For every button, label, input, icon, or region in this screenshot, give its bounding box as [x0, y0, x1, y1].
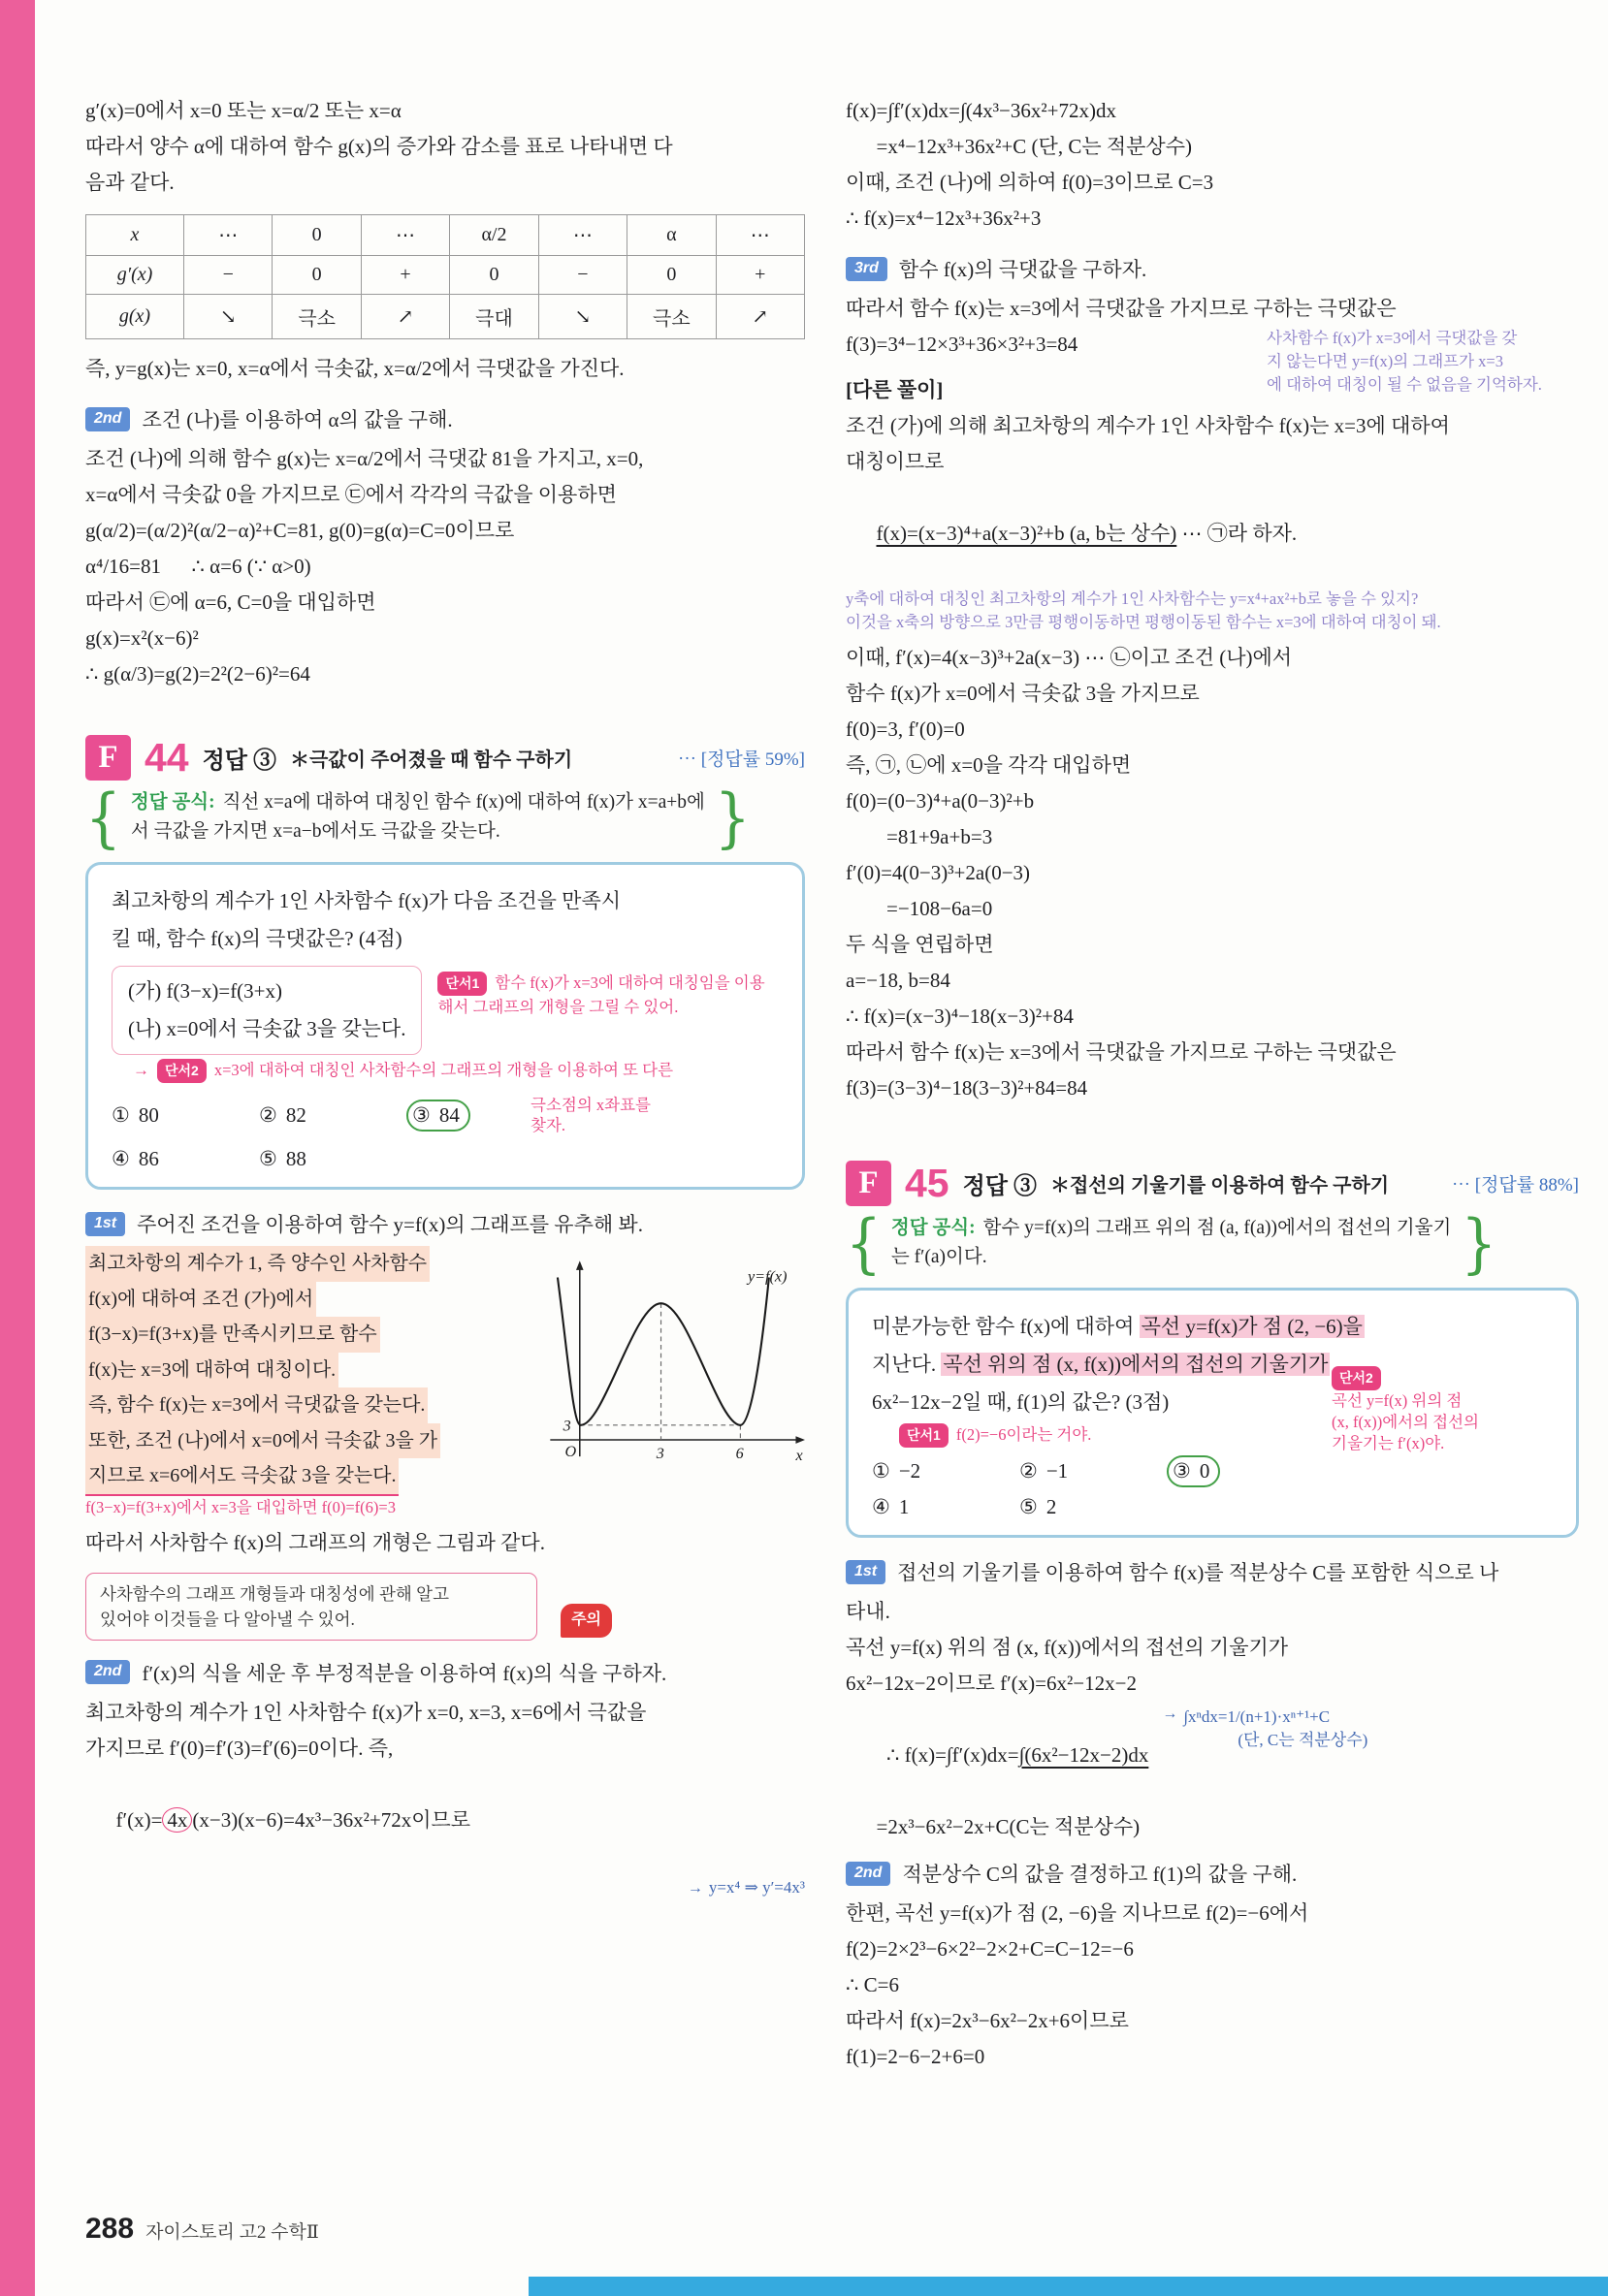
formula-label: 정답 공식:: [890, 1218, 976, 1238]
equation-part: f′(x)=: [115, 1807, 163, 1832]
solution-text-line: =x⁴−12x³+36x²+C (단, C는 적분상수): [846, 135, 1193, 158]
solution-text-line: 따라서 ㉢에 α=6, C=0을 대입하면: [85, 590, 376, 614]
equation-part: (x−3)(x−6)=4x³−36x²+72x이므로: [192, 1807, 471, 1832]
step-1-heading: [846, 1557, 1579, 1586]
formula-line: 함수 y=f(x)의 그래프 위의 점 (a, f(a))에서의 접선의 기울기: [982, 1218, 1452, 1238]
solution-text-line: f(3)=(3−3)⁴−18(3−3)²+84=84: [846, 1076, 1088, 1100]
integral-line-with-note: [846, 1702, 1579, 1809]
increase-decrease-table: [85, 214, 805, 339]
solution-text-line: f(1)=2−6−2+6=0: [846, 2045, 985, 2068]
step-badge: 2nd: [846, 1862, 890, 1886]
solution-text-line: ∴ f(x)=(x−3)⁴−18(x−3)²+84: [846, 1004, 1074, 1028]
text-line: 따라서 사차함수 f(x)의 그래프의 개형은 그림과 같다.: [85, 1530, 545, 1554]
highlight-line: f(x)는 x=3에 대하여 대칭이다.: [85, 1353, 338, 1388]
solution-text-line: f′(0)=4(0−3)³+2a(0−3): [846, 861, 1031, 884]
highlighted-explanation: [85, 1246, 524, 1519]
solution-text-line: 한편, 곡선 y=f(x)가 점 (2, −6)을 지나므로 f(2)=−6에서: [846, 1901, 1309, 1925]
answer-options-row-2: [112, 1147, 779, 1171]
clue-text: 찾자.: [531, 1116, 566, 1134]
solution-text-line: ∴ g(α/3)=g(2)=2²(2−6)²=64: [85, 662, 310, 686]
solution-text-line: 가지므로 f′(0)=f′(3)=f′(6)=0이다. 즉,: [85, 1736, 394, 1760]
answer-circle: [406, 1100, 470, 1132]
book-title: 자이스토리 고2 수학Ⅱ: [145, 2222, 319, 2243]
alternative-solution-title: [다른 풀이]: [846, 378, 944, 401]
clue-2-tail: [531, 1095, 651, 1135]
brace-left-icon: [85, 788, 121, 846]
table-cell: 0: [450, 256, 538, 295]
solution-text-line: f(2)=2×2³−6×2²−2×2+C=C−12=−6: [846, 1937, 1134, 1961]
derivative-equation-line: [85, 1767, 805, 1874]
answer-options-row-1: [112, 1095, 779, 1135]
answer-option-5: [259, 1147, 406, 1171]
step-badge: 3rd: [846, 257, 887, 281]
solution-text-line: f(x)=∫f′(x)dx=∫(4x³−36x²+72x)dx: [846, 99, 1117, 122]
arrow-icon: [133, 1061, 149, 1079]
table-cell: 0: [273, 256, 361, 295]
integration-rule-note: [1162, 1706, 1367, 1752]
curve-label: y=f(x): [747, 1268, 788, 1286]
brace-right-icon: [715, 788, 751, 846]
solution-text-line: 최고차항의 계수가 1인 사차함수 f(x)가 x=0, x=3, x=6에서 극값을: [85, 1700, 647, 1724]
brace-left-icon: [846, 1214, 882, 1272]
table-cell: g(x): [86, 295, 184, 339]
correct-rate: ⋯ [정답률 88%]: [1451, 1175, 1579, 1196]
bottom-edge-strip: [529, 2277, 1608, 2296]
answer-option-1: [112, 1103, 259, 1128]
step-title-continued: 타내.: [846, 1600, 890, 1623]
answer-option-2: [259, 1103, 406, 1128]
answer-label: 정답: [962, 1174, 1008, 1199]
step-2-heading: [85, 1658, 805, 1687]
option-value: 84: [438, 1102, 460, 1127]
solution-lines: [846, 640, 1579, 1106]
solution-text-line: 따라서 f(x)=2x³−6x²−2x+6이므로: [846, 2009, 1129, 2032]
text-line: 즉, y=g(x)는 x=0, x=α에서 극솟값, x=α/2에서 극댓값을 가진다.: [85, 357, 625, 380]
clue-text: 곡선 y=f(x) 위의 점: [1332, 1391, 1463, 1410]
quartic-graph-figure: [537, 1250, 805, 1479]
clue-1-note: [437, 966, 764, 1019]
underlined-integral: ∫(6x²−12x−2)dx: [1018, 1743, 1149, 1767]
page-footer: [85, 2213, 319, 2246]
answer-label: 정답: [202, 749, 247, 774]
note-line: ∫xⁿdx=1/(n+1)·xⁿ⁺¹+C: [1183, 1707, 1331, 1726]
text-part: 지난다.: [872, 1353, 942, 1376]
option-number: ①: [872, 1459, 890, 1483]
option-number: ⑤: [1019, 1495, 1038, 1518]
note-text: 사차함수의 그래프 개형들과 대칭성에 관해 알고: [100, 1583, 449, 1604]
option-value: 0: [1199, 1459, 1210, 1483]
option-value: 88: [285, 1147, 306, 1170]
solution-text-line: 이때, f′(x)=4(x−3)³+2a(x−3) ⋯ ㉡이고 조건 (나)에서: [846, 646, 1293, 669]
step-title: 함수 f(x)의 극댓값을 구하자.: [898, 258, 1147, 281]
answer-formula-f45: [846, 1214, 1579, 1272]
step-title: 접선의 기울기를 이용하여 함수 f(x)를 적분상수 C를 포함한 식으로 나: [897, 1561, 1499, 1584]
problem-number: 45: [905, 1161, 949, 1205]
note-line: 지 않는다면 y=f(x)의 그래프가 x=3: [1267, 352, 1503, 370]
solution-text-line: =2x³−6x²−2x+C(C는 적분상수): [846, 1815, 1141, 1838]
solution-text-line: 조건 (나)에 의해 함수 g(x)는 x=α/2에서 극댓값 81을 가지고, x=0,: [85, 447, 644, 470]
problem-text-line: 6x²−12x−2일 때, f(1)의 값은? (3점): [872, 1390, 1170, 1414]
clue-text: 해서 그래프의 개형을 그릴 수 있어.: [437, 998, 679, 1016]
step-3-heading: [846, 254, 1579, 283]
table-cell: g′(x): [86, 256, 184, 295]
option-number: ②: [1019, 1459, 1038, 1483]
clue-text: x=3에 대하여 대칭인 사차함수의 그래프의 개형을 이용하여 또 다른: [213, 1061, 674, 1079]
table-cell: α/2: [450, 215, 538, 256]
step-2-heading: [846, 1859, 1579, 1888]
solution-text-line: x=α에서 극솟값 0을 가지므로 ㉢에서 각각의 극값을 이용하면: [85, 483, 617, 506]
solution-text-line: 함수 f(x)가 x=0에서 극솟값 3을 가지므로: [846, 682, 1200, 705]
arrow-icon: [688, 1880, 703, 1897]
highlight-line: 즉, 함수 f(x)는 x=3에서 극댓값을 갖는다.: [85, 1387, 428, 1423]
text-line: 따라서 양수 α에 대하여 함수 g(x)의 증가와 감소를 표로 나타내면 다: [85, 135, 673, 158]
answer-option-1: [872, 1459, 1019, 1483]
table-cell: +: [716, 256, 804, 295]
step-badge: 1st: [85, 1212, 125, 1236]
solution-text-line: f(0)=3, f′(0)=0: [846, 718, 965, 741]
problem-f45-header: [846, 1161, 1579, 1206]
clue-text: 함수 f(x)가 x=3에 대하여 대칭임을 이용: [495, 973, 765, 992]
red-margin-note: f(3−x)=f(3+x)에서 x=3을 대입하면 f(0)=f(6)=3: [85, 1497, 396, 1516]
underlined-formula: f(x)=(x−3)⁴+a(x−3)²+b (a, b는 상수): [876, 522, 1177, 545]
answer-formula-f44: [85, 788, 805, 846]
option-number: ①: [112, 1102, 130, 1127]
math-line: g′(x)=0에서 x=0 또는 x=α/2 또는 x=α: [85, 99, 402, 122]
clue-2-badge: 단서2: [157, 1059, 207, 1083]
purple-margin-note: [1267, 327, 1579, 397]
arrow-icon: [1162, 1706, 1177, 1723]
clue-1-badge: 단서1: [899, 1423, 949, 1448]
solution-text-line: 6x²−12x−2이므로 f′(x)=6x²−12x−2: [846, 1672, 1137, 1695]
solution-lines: [846, 93, 1579, 237]
step-badge: 2nd: [85, 407, 130, 431]
symmetric-form-equation: [846, 480, 1579, 588]
solution-text-line: 곡선 y=f(x) 위의 점 (x, f(x))에서의 접선의 기울기가: [846, 1636, 1289, 1659]
table-row-g: [86, 295, 805, 339]
table-cell: α: [627, 215, 716, 256]
solution-with-graph: [85, 1246, 805, 1519]
table-cell: ⋯: [716, 215, 804, 256]
step-1-heading: [85, 1209, 805, 1238]
option-value: 80: [138, 1102, 159, 1127]
circled-term: 4x: [162, 1807, 192, 1833]
note-line: (단, C는 적분상수): [1238, 1731, 1368, 1749]
table-cell: 극소: [273, 295, 361, 339]
table-cell: ↘: [184, 295, 273, 339]
x-tick-3: 3: [656, 1446, 664, 1463]
problem-text-line: 킬 때, 함수 f(x)의 극댓값은? (4점): [112, 927, 402, 950]
option-number: ③: [1173, 1459, 1191, 1483]
problem-text-line: [872, 1308, 1553, 1346]
correct-rate: ⋯ [정답률 59%]: [677, 749, 805, 770]
result-equation: f(3)=3⁴−12×3³+36×3²+3=84: [846, 333, 1078, 356]
step-title: f′(x)의 식을 세운 후 부정적분을 이용하여 f(x)의 식을 구하자.: [142, 1661, 667, 1685]
table-cell: ↘: [538, 295, 627, 339]
highlight-line-underlined: 지므로 x=6에서도 극솟값 3을 갖는다.: [85, 1458, 399, 1496]
x-tick-6: 6: [735, 1446, 744, 1463]
condition-box: [112, 966, 422, 1055]
table-cell: ⋯: [184, 215, 273, 256]
problem-letter-badge: F: [846, 1161, 891, 1206]
solution-text-line: 두 식을 연립하면: [846, 933, 994, 956]
answer-line: [203, 741, 276, 775]
equation-part: ∴ f(x)=∫f′(x)dx=: [886, 1743, 1019, 1767]
brace-right-icon: [1461, 1214, 1496, 1272]
option-number: ⑤: [259, 1147, 277, 1170]
problem-f45-box: [846, 1288, 1579, 1538]
equation-part: ⋯ ㉠라 하자.: [1176, 522, 1298, 545]
highlighted-phrase: 곡선 위의 점 (x, f(x))에서의 접선의 기울기가: [943, 1353, 1329, 1376]
table-cell: 극대: [450, 295, 538, 339]
clue-text: (x, f(x))에서의 접선의: [1332, 1413, 1479, 1431]
highlighted-phrase: 곡선 y=f(x)가 점 (2, −6)을: [1141, 1315, 1363, 1338]
solution-text-line: =81+9a+b=3: [846, 825, 993, 848]
answer-circle: [1167, 1455, 1220, 1487]
option-number: ②: [259, 1102, 277, 1127]
result-with-note: [846, 327, 1579, 408]
clue-2-note: [1332, 1366, 1560, 1454]
option-value: −1: [1045, 1459, 1069, 1483]
solution-text-line: =−108−6a=0: [846, 897, 993, 920]
page-number: 288: [85, 2213, 135, 2245]
problem-number: 44: [145, 735, 189, 780]
table-cell: x: [86, 215, 184, 256]
solution-text-line: α⁴/16=81 ∴ α=6 (∵ α>0): [85, 555, 311, 578]
table-cell: ⋯: [361, 215, 449, 256]
page-edge-strip: [0, 0, 35, 2296]
highlight-line: 최고차항의 계수가 1, 즉 양수인 사차함수: [85, 1246, 430, 1282]
clue-text: 기울기는 f′(x)야.: [1332, 1434, 1445, 1452]
step-title: 주어진 조건을 이용하여 함수 y=f(x)의 그래프를 유추해 봐.: [137, 1213, 643, 1236]
problem-topic-title: ＊극값이 주어졌을 때 함수 구하기: [289, 749, 573, 771]
formula-line: 는 f′(a)이다.: [890, 1247, 987, 1267]
solution-text-line: 즉, ㉠, ㉡에 x=0을 각각 대입하면: [846, 753, 1132, 777]
formula-line: 서 극값을 가지면 x=a−b에서도 극값을 갖는다.: [130, 821, 500, 842]
table-cell: 0: [627, 256, 716, 295]
option-value: 2: [1045, 1495, 1057, 1518]
solution-text-line: ∴ C=6: [846, 1973, 899, 1996]
step-badge: 1st: [846, 1560, 885, 1584]
step-title: 적분상수 C의 값을 결정하고 f(1)의 값을 구해.: [902, 1863, 1298, 1886]
step-2-heading: [85, 404, 805, 433]
table-cell: ⋯: [538, 215, 627, 256]
step-badge: 2nd: [85, 1660, 130, 1684]
solution-text-line: f(0)=(0−3)⁴+a(0−3)²+b: [846, 789, 1035, 813]
blue-margin-note: y=x⁴ ⇒ y′=4x³: [708, 1877, 805, 1897]
clue-text: f(2)=−6이라는 거야.: [955, 1425, 1092, 1444]
table-cell: ↗: [361, 295, 449, 339]
solution-lines: [846, 1896, 1579, 2075]
table-cell: −: [184, 256, 273, 295]
condition-row: [112, 966, 779, 1055]
problem-f44-header: [85, 735, 805, 781]
note-text: 있어야 이것들을 다 알아낼 수 있어.: [100, 1609, 355, 1629]
solution-text-line: g(x)=x²(x−6)²: [85, 626, 199, 650]
condition-ga: (가) f(3−x)=f(3+x): [128, 979, 283, 1003]
option-value: −2: [898, 1459, 921, 1483]
answer-options-row-1: [872, 1459, 1553, 1483]
table-cell: +: [361, 256, 449, 295]
answer-value: ③: [1013, 1174, 1037, 1199]
table-row-x: [86, 215, 805, 256]
answer-options-row-2: [872, 1495, 1553, 1519]
y-tick-label: 3: [563, 1418, 571, 1435]
option-number: ③: [412, 1102, 431, 1127]
solution-text-line: a=−18, b=84: [846, 969, 950, 992]
table-cell: 0: [273, 215, 361, 256]
condition-na: (나) x=0에서 극솟값 3을 갖는다.: [128, 1017, 406, 1040]
highlight-line: f(x)에 대하여 조건 (가)에서: [85, 1282, 316, 1318]
option-number: ④: [872, 1495, 890, 1518]
problem-letter-badge: F: [85, 735, 131, 781]
note-line: 사차함수 f(x)가 x=3에서 극댓값을 갖: [1267, 329, 1518, 347]
purple-note-line: y축에 대하여 대칭인 최고차항의 계수가 1인 사차함수는 y=x⁴+ax²+b로 놓을 수 있지?: [846, 590, 1419, 608]
note-line: 에 대하여 대칭이 될 수 없음을 기억하자.: [1267, 375, 1542, 394]
problem-f44-box: [85, 862, 805, 1190]
clue-2-badge: 단서2: [1332, 1366, 1381, 1390]
formula-line: 직선 x=a에 대하여 대칭인 함수 f(x)에 대하여 f(x)가 x=a+b에: [222, 792, 705, 813]
left-column: [85, 93, 805, 1899]
answer-option-4: [872, 1495, 1019, 1519]
answer-option-5: [1019, 1495, 1167, 1519]
option-value: 1: [898, 1495, 910, 1518]
formula-text: [891, 1214, 1451, 1272]
clue-text: 극소점의 x좌표를: [531, 1096, 651, 1114]
text-part: 미분가능한 함수 f(x)에 대하여: [872, 1315, 1140, 1338]
answer-option-3-circled: [1167, 1459, 1314, 1483]
x-axis-label: x: [795, 1447, 803, 1464]
solution-text-line: g(α/2)=(α/2)²(α/2−α)²+C=81, g(0)=g(α)=C=0이므로: [85, 519, 515, 542]
option-value: 86: [138, 1147, 159, 1170]
right-column: [846, 93, 1579, 2075]
step-title: 조건 (나)를 이용하여 α의 값을 구해.: [142, 408, 453, 431]
purple-note-line: 이것을 x축의 방향으로 3만큼 평행이동하면 평행이동된 함수는 x=3에 대하여 대칭이 돼.: [846, 613, 1441, 631]
derivative-annotation: [85, 1876, 805, 1899]
answer-value: ③: [252, 749, 276, 774]
table-cell: 극소: [627, 295, 716, 339]
solution-text-line: 따라서 함수 f(x)는 x=3에서 극댓값을 가지므로 구하는 극댓값은: [846, 1040, 1397, 1064]
caution-note-box: [85, 1573, 601, 1641]
origin-label: O: [564, 1444, 577, 1461]
solution-lines: [85, 441, 805, 692]
answer-line: [963, 1166, 1037, 1200]
clue-2-note: [133, 1059, 779, 1083]
caution-badge: 주의: [561, 1604, 612, 1638]
problem-topic-title: ＊접선의 기울기를 이용하여 함수 구하기: [1049, 1175, 1390, 1196]
solution-text-line: 이때, 조건 (나)에 의하여 f(0)=3이므로 C=3: [846, 171, 1214, 194]
answer-option-2: [1019, 1459, 1167, 1483]
table-row-gprime: [86, 256, 805, 295]
solution-text-line: 조건 (가)에 의해 최고차항의 계수가 1인 사차함수 f(x)는 x=3에 대하여: [846, 414, 1450, 437]
option-value: 82: [285, 1102, 306, 1127]
formula-label: 정답 공식:: [130, 792, 215, 813]
problem-text-line: 최고차항의 계수가 1인 사차함수 f(x)가 다음 조건을 만족시: [112, 889, 622, 912]
option-number: ④: [112, 1147, 130, 1170]
text-line: 음과 같다.: [85, 171, 175, 194]
solution-text-line: 따라서 함수 f(x)는 x=3에서 극댓값을 가지므로 구하는 극댓값은: [846, 297, 1397, 320]
integral-equation: [846, 1702, 1148, 1809]
note-body: [1183, 1706, 1367, 1752]
highlight-line: 또한, 조건 (나)에서 x=0에서 극솟값 3을 가: [85, 1423, 440, 1459]
answer-option-4: [112, 1147, 259, 1171]
solution-text-line: ∴ f(x)=x⁴−12x³+36x²+3: [846, 207, 1042, 230]
solution-text-line: 대칭이므로: [846, 450, 945, 473]
highlight-line: f(3−x)=f(3+x)를 만족시키므로 함수: [85, 1317, 380, 1353]
formula-text: [131, 788, 705, 846]
table-cell: ↗: [716, 295, 804, 339]
table-cell: −: [538, 256, 627, 295]
clue-1-badge: 단서1: [437, 972, 487, 996]
